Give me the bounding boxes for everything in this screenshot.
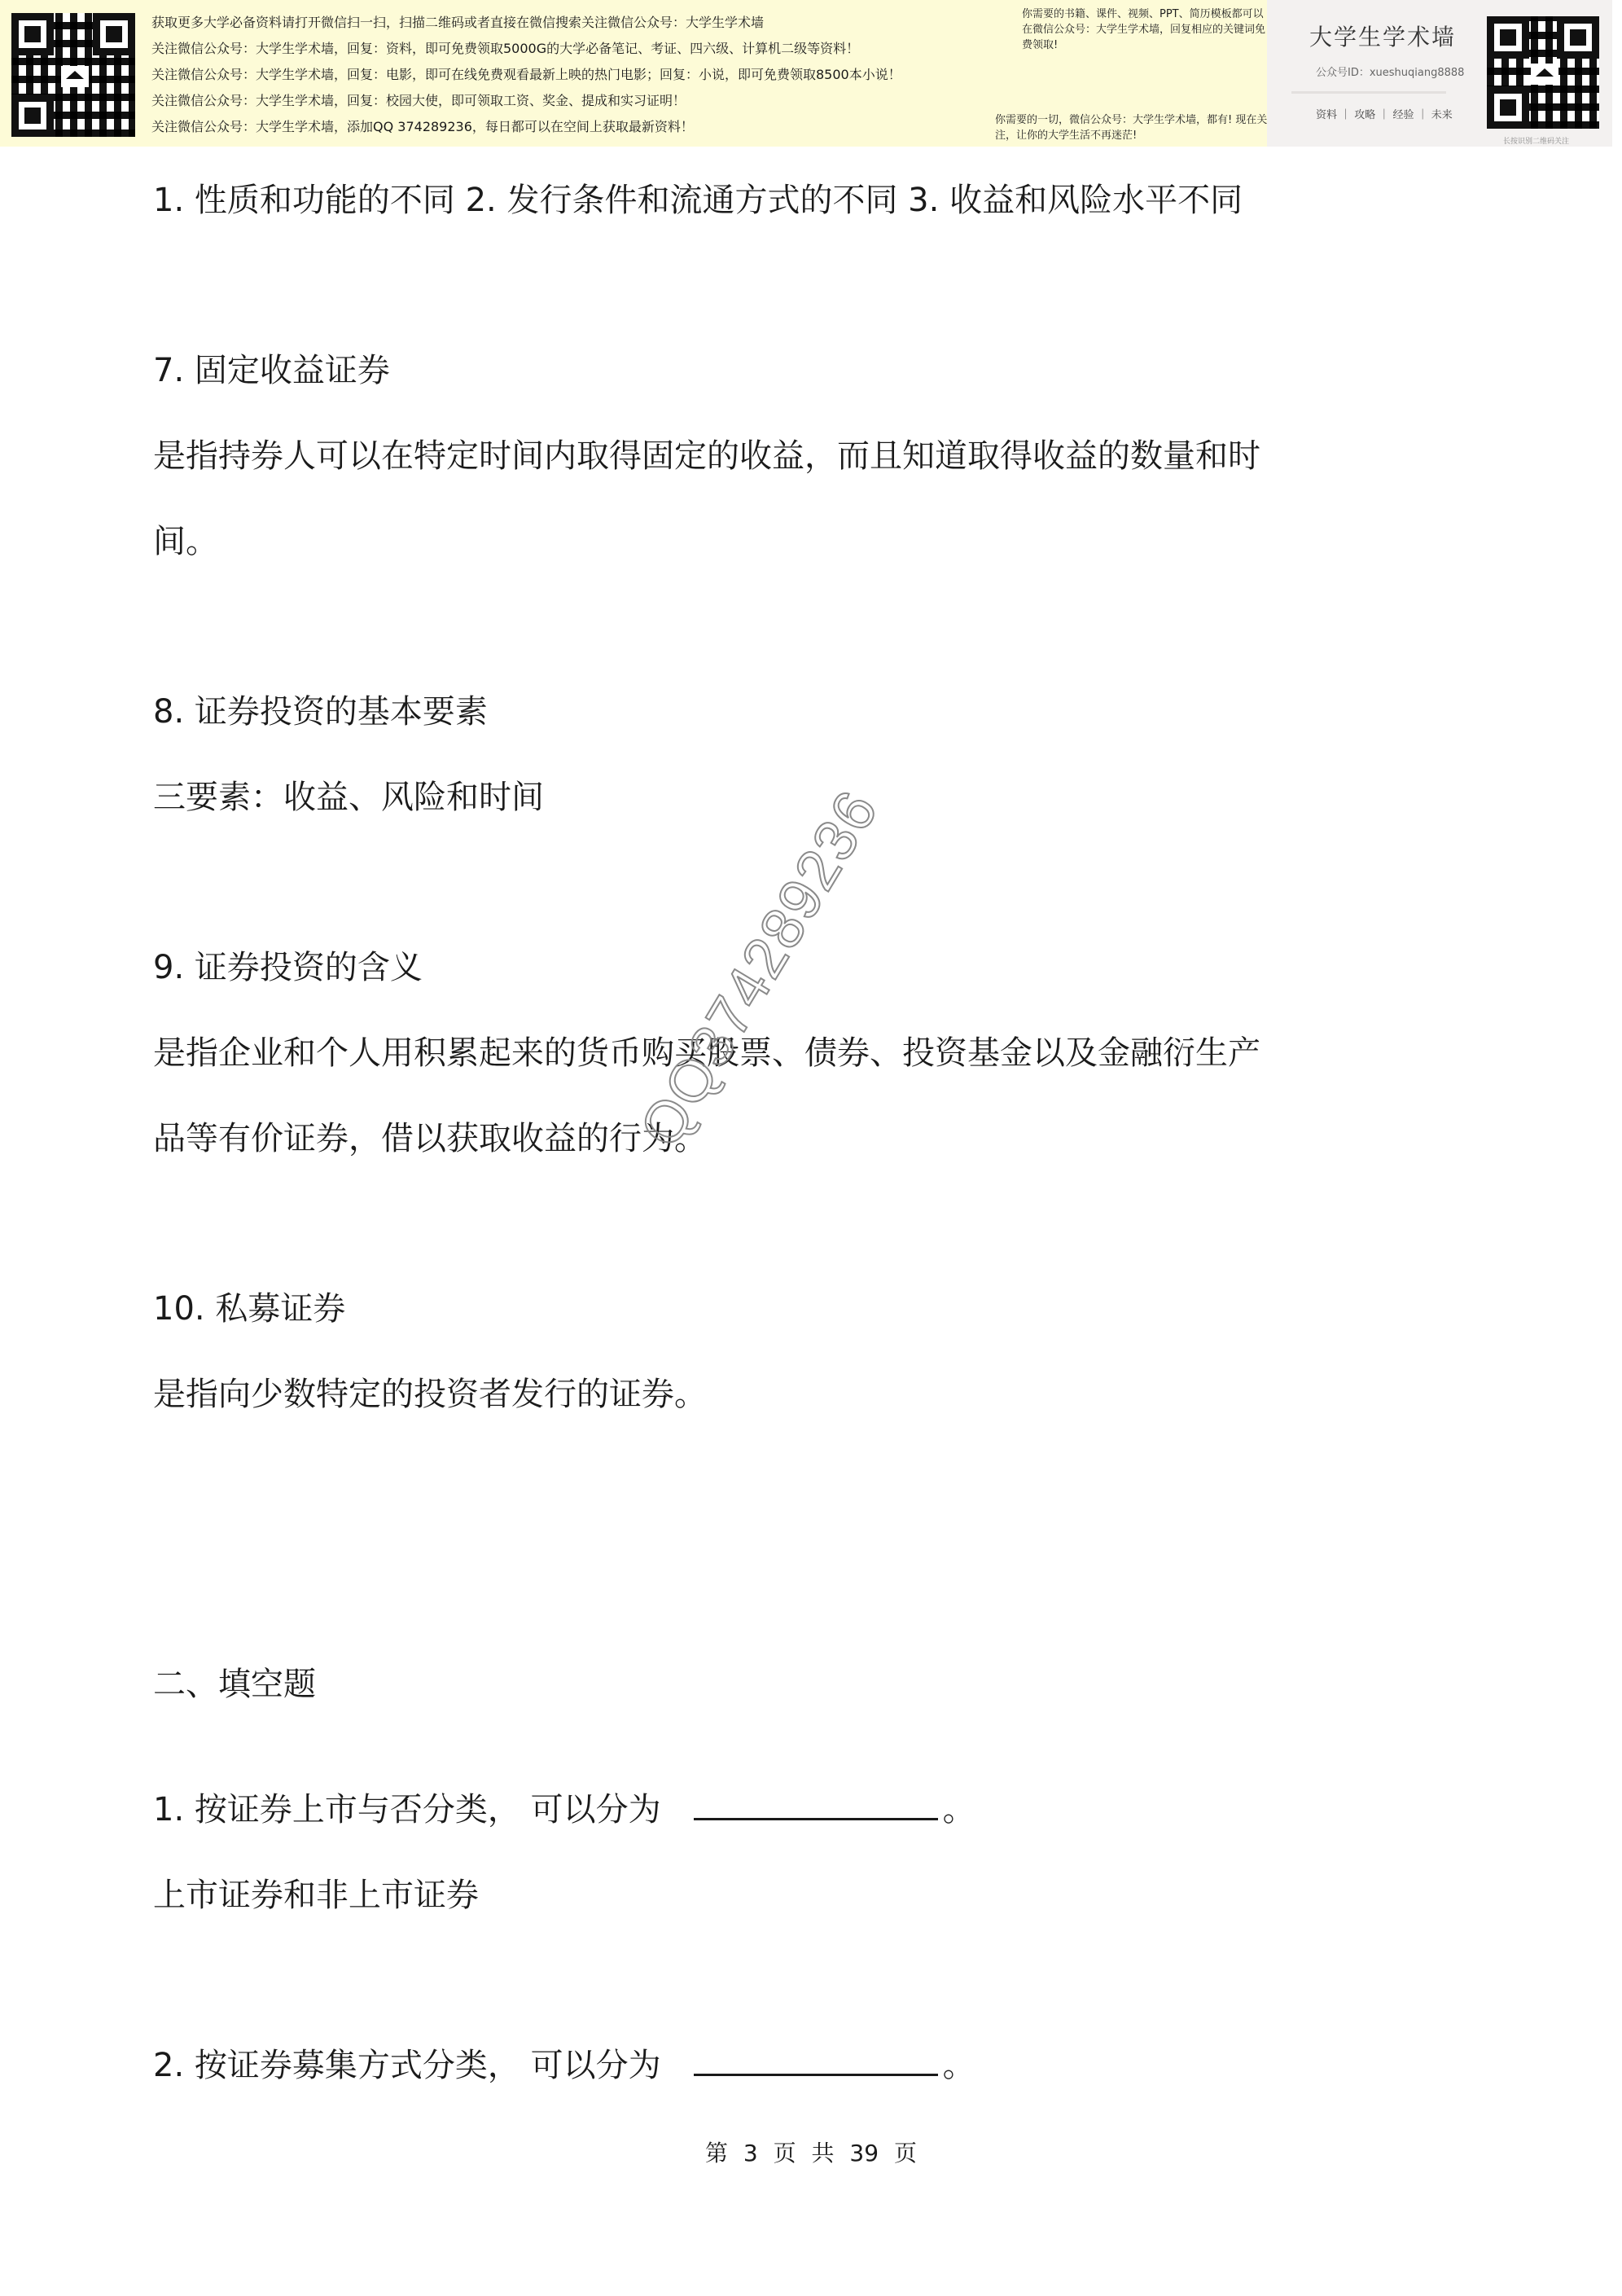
fill-blank-question [153, 2046, 975, 2085]
promo-text-block [151, 10, 1015, 140]
brand-card [1267, 0, 1612, 147]
brand-divider [1291, 91, 1446, 94]
promo-banner [0, 0, 1612, 147]
definition-text: 是指持券人可以在特定时间内取得固定的收益，而且知道取得收益的数量和时 [153, 437, 1260, 475]
list-item: 1. 性质和功能的不同 2. 发行条件和流通方式的不同 3. 收益和风险水平不同 [153, 182, 1243, 219]
question-end: 。 [942, 2047, 975, 2084]
definition-text: 间。 [153, 523, 218, 560]
promo-line: 获取更多大学必备资料请打开微信扫一扫，扫描二维码或者直接在微信搜索关注微信公众号：大学生学术墙 [151, 15, 765, 30]
promo-line: 关注微信公众号：大学生学术墙，回复：校园大使，即可领取工资、奖金、提成和实习证明！ [151, 93, 686, 108]
page-number: 第 3 页 共 39 页 [705, 2140, 917, 2166]
brand-caption: 长按识别二维码关注 [1503, 138, 1570, 146]
qr-code-icon [11, 13, 135, 137]
promo-side-text: 你需要的书籍、课件、视频、PPT、简历模板都可以在微信公众号：大学生学术墙，回复相应的关键词免费领取! [1022, 8, 1266, 51]
term-heading: 7. 固定收益证券 [153, 352, 390, 389]
answer-blank [694, 1793, 938, 1820]
question-text: 1. 按证券上市与否分类， 可以分为 [153, 1791, 661, 1828]
brand-links: 资料 ｜ 攻略 ｜ 经验 ｜ 未来 [1316, 109, 1453, 121]
question-end: 。 [942, 1791, 975, 1828]
definition-text: 是指向少数特定的投资者发行的证券。 [153, 1376, 707, 1413]
promo-side-text-bottom: 你需要的一切，微信公众号：大学生学术墙，都有! 现在关注，让你的大学生活不再迷茫! [995, 114, 1268, 142]
brand-title: 大学生学术墙 [1309, 24, 1457, 50]
section-title: 二、填空题 [153, 1666, 316, 1703]
term-heading: 8. 证券投资的基本要素 [153, 693, 488, 731]
fill-blank-question [153, 1790, 975, 1829]
definition-text: 品等有价证券，借以获取收益的行为。 [153, 1120, 707, 1157]
watermark: QQ374289236 [627, 779, 892, 1158]
promo-line: 关注微信公众号：大学生学术墙，回复：资料，即可免费领取5000G的大学必备笔记、考证、四六级、计算机二级等资料！ [151, 41, 860, 56]
term-heading: 9. 证券投资的含义 [153, 949, 423, 986]
promo-line: 关注微信公众号：大学生学术墙，回复：电影，即可在线免费观看最新上映的热门电影；回复：小说，即可免费领取8500本小说！ [151, 67, 901, 82]
brand-qr-code-icon [1487, 16, 1599, 129]
answer-blank [694, 2049, 938, 2076]
brand-account-id: 公众号ID：xueshuqiang8888 [1316, 67, 1465, 79]
definition-text: 是指企业和个人用积累起来的货币购买股票、债券、投资基金以及金融衍生产 [153, 1034, 1260, 1072]
term-heading: 10. 私募证券 [153, 1290, 346, 1328]
question-text: 2. 按证券募集方式分类， 可以分为 [153, 2047, 661, 2084]
promo-line: 关注微信公众号：大学生学术墙，添加QQ 374289236，每日都可以在空间上获取最新资料！ [151, 119, 694, 134]
definition-text: 三要素：收益、风险和时间 [153, 779, 544, 816]
answer-text: 上市证券和非上市证券 [153, 1877, 479, 1914]
